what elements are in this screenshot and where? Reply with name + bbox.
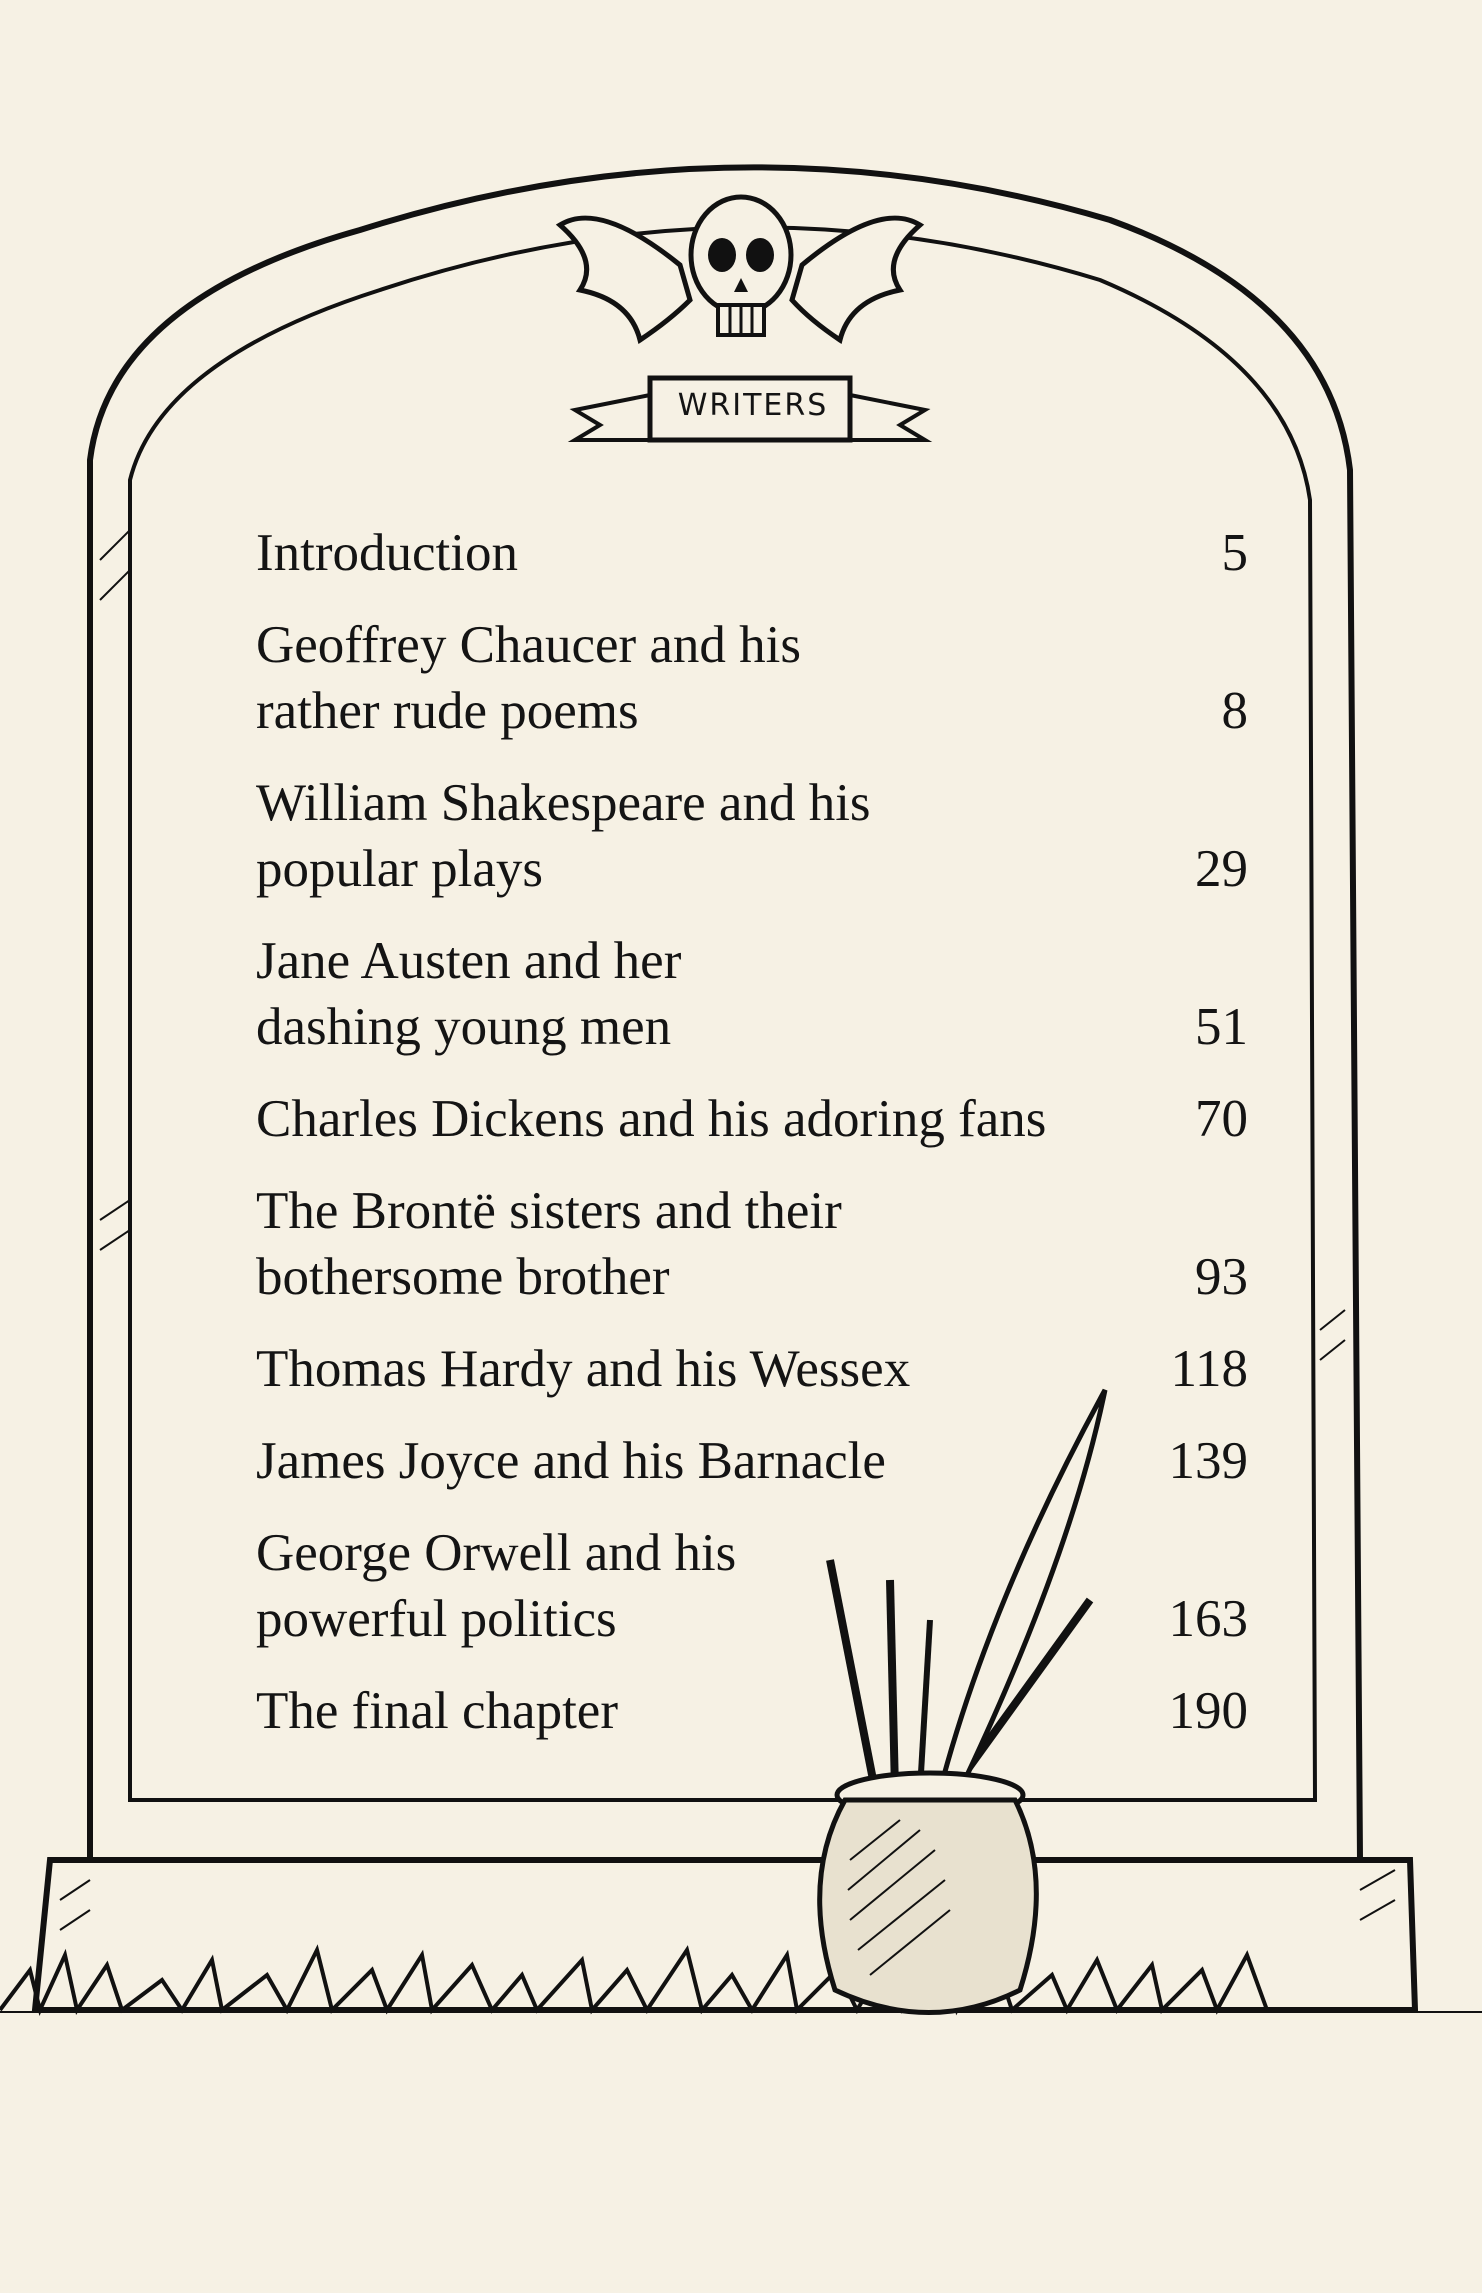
toc-entry[interactable] <box>256 1336 1256 1402</box>
toc-entry-page: 139 <box>1168 1432 1248 1490</box>
toc-entry[interactable] <box>256 928 1256 1060</box>
toc-entry-title: George Orwell and his powerful politics <box>256 1524 737 1648</box>
table-of-contents <box>256 520 1256 1770</box>
toc-entry-page: 118 <box>1170 1340 1248 1398</box>
toc-entry-title: Introduction <box>256 524 518 582</box>
grass <box>0 1950 1267 2010</box>
toc-entry-title: Charles Dickens and his adoring fans <box>256 1090 1047 1148</box>
toc-entry-title: William Shakespeare and his popular plays <box>256 774 871 898</box>
toc-entry-title: The final chapter <box>256 1682 618 1740</box>
toc-entry-page: 70 <box>1195 1090 1248 1148</box>
toc-entry-page: 51 <box>1195 998 1248 1056</box>
toc-entry[interactable] <box>256 1086 1256 1152</box>
winged-skull-icon <box>560 197 920 340</box>
banner-label: WRITERS <box>677 388 829 423</box>
toc-entry-page: 190 <box>1168 1682 1248 1740</box>
toc-entry[interactable] <box>256 1520 1256 1652</box>
toc-entry-title: Geoffrey Chaucer and his rather rude poems <box>256 616 802 740</box>
toc-entry[interactable] <box>256 1178 1256 1310</box>
toc-entry-page: 5 <box>1221 524 1248 582</box>
toc-entry-title: Jane Austen and her dashing young men <box>256 932 682 1056</box>
toc-entry[interactable] <box>256 770 1256 902</box>
toc-entry[interactable] <box>256 1678 1256 1744</box>
toc-entry-page: 8 <box>1221 682 1248 740</box>
toc-entry-title: Thomas Hardy and his Wessex <box>256 1340 911 1398</box>
toc-entry-title: The Brontë sisters and their bothersome brother <box>256 1182 842 1306</box>
toc-entry[interactable] <box>256 1428 1256 1494</box>
toc-entry-page: 29 <box>1195 840 1248 898</box>
toc-entry[interactable] <box>256 612 1256 744</box>
toc-entry-page: 93 <box>1195 1248 1248 1306</box>
toc-entry-page: 163 <box>1168 1590 1248 1648</box>
toc-entry[interactable] <box>256 520 1256 586</box>
toc-entry-title: James Joyce and his Barnacle <box>256 1432 886 1490</box>
